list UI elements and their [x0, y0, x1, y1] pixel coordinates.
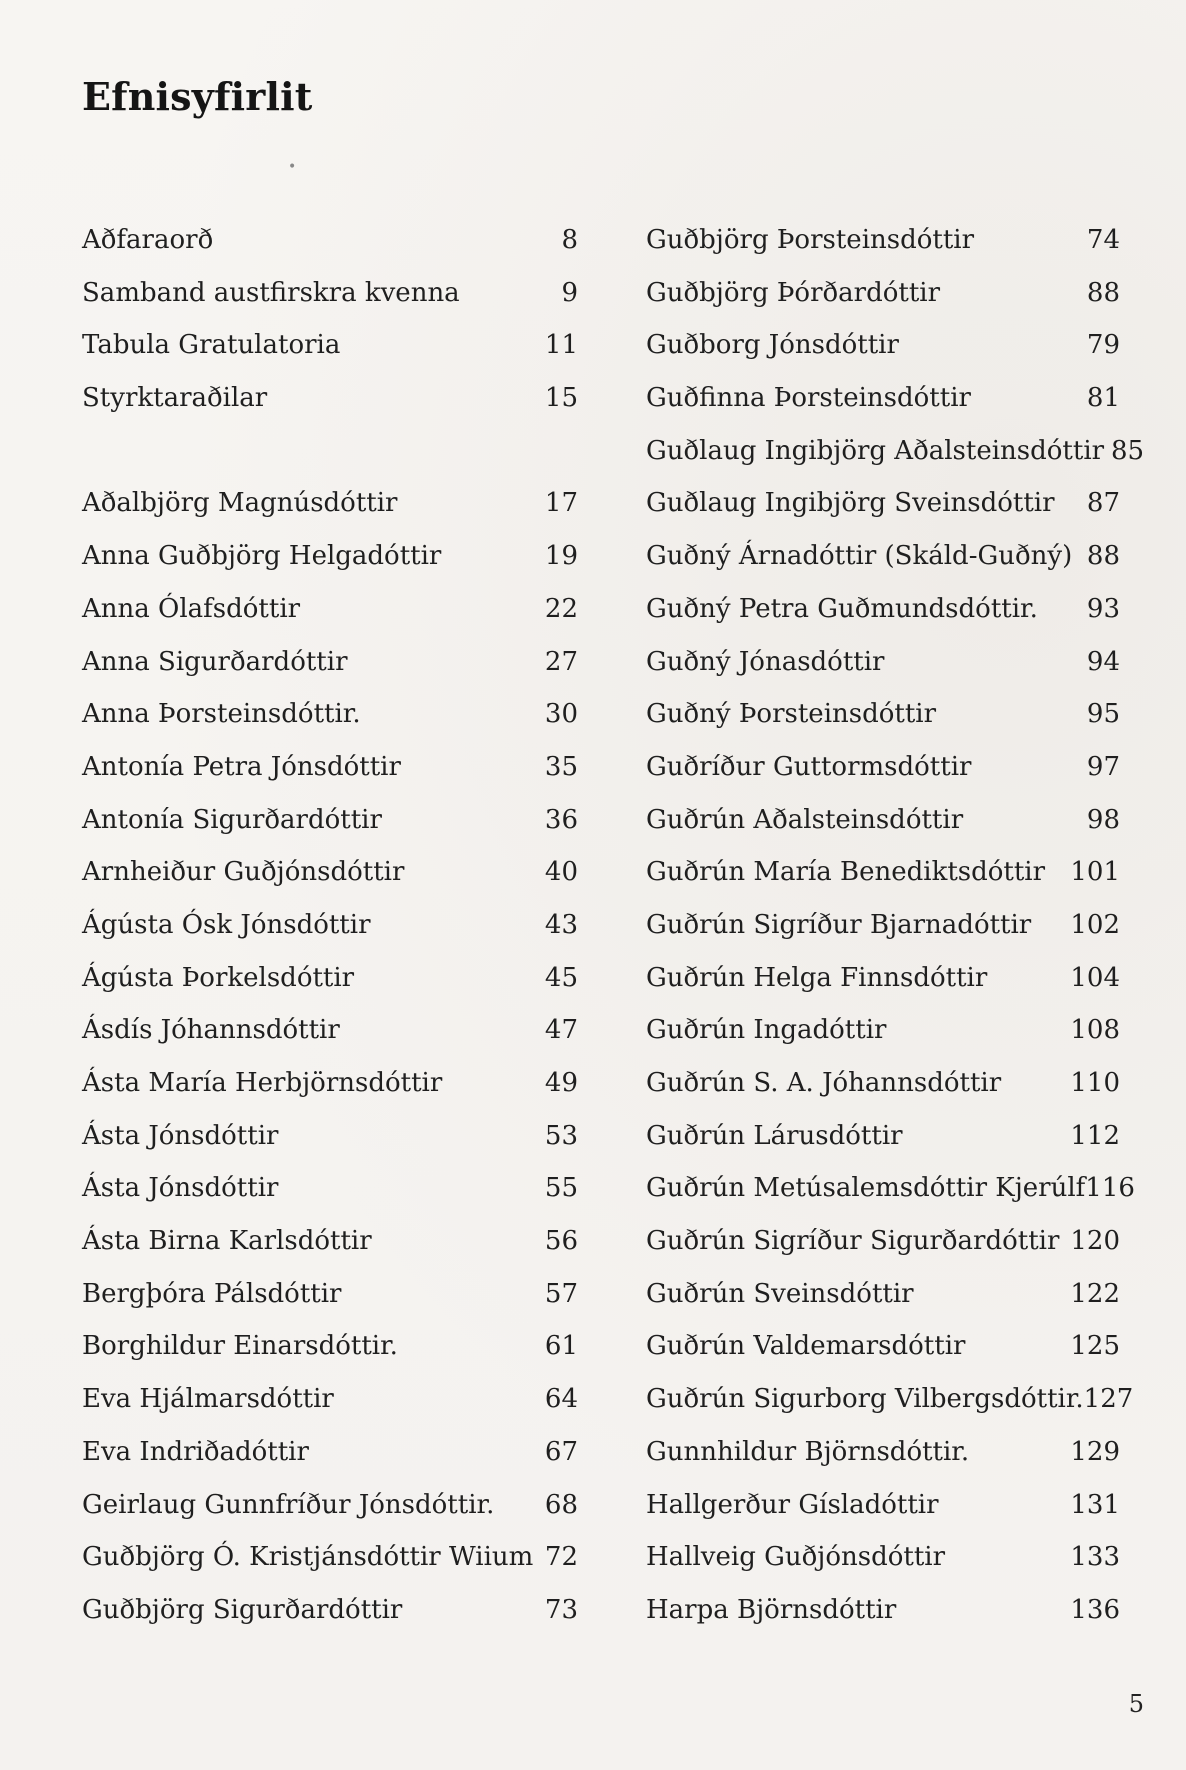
toc-entry[interactable] — [82, 1268, 578, 1321]
entry-page: 98 — [1086, 804, 1120, 835]
entry-name: Guðný Petra Guðmundsdóttir. — [646, 593, 1038, 624]
toc-right-column — [646, 214, 1145, 1637]
entry-name: Guðbjörg Sigurðardóttir — [82, 1594, 403, 1625]
entry-page: 56 — [544, 1226, 578, 1257]
toc-entry[interactable] — [82, 1373, 578, 1426]
toc-entry[interactable] — [82, 899, 578, 952]
toc-entry[interactable] — [646, 1584, 1120, 1637]
toc-entry[interactable] — [646, 1215, 1120, 1268]
toc-entry[interactable] — [646, 741, 1120, 794]
entry-page: 133 — [1070, 1542, 1120, 1573]
entry-name: Ásta Jónsdóttir — [82, 1120, 279, 1151]
entry-name: Guðrún Sigurborg Vilbergsdóttir. — [646, 1384, 1084, 1415]
entry-page: 68 — [544, 1489, 578, 1520]
toc-entry[interactable] — [646, 899, 1120, 952]
entry-name: Guðlaug Ingibjörg Aðalsteinsdóttir — [646, 435, 1105, 466]
entry-name: Guðrún Lárusdóttir — [646, 1120, 903, 1151]
ink-speck: • — [288, 159, 297, 175]
entry-page: 125 — [1070, 1331, 1120, 1362]
toc-entry[interactable] — [646, 267, 1120, 320]
toc-entry[interactable] — [646, 214, 1120, 267]
entry-page: 101 — [1070, 857, 1120, 888]
toc-entry[interactable] — [82, 319, 578, 372]
entry-page: 88 — [1086, 541, 1120, 572]
entry-name: Guðrún Helga Finnsdóttir — [646, 962, 988, 993]
toc-entry[interactable] — [82, 1320, 578, 1373]
entry-page: 43 — [544, 909, 578, 940]
toc-entry[interactable] — [82, 846, 578, 899]
toc-entry[interactable] — [646, 952, 1120, 1005]
entry-name: Aðalbjörg Magnúsdóttir — [82, 488, 398, 519]
entry-page: 127 — [1083, 1384, 1134, 1415]
entry-page: 116 — [1085, 1173, 1135, 1204]
entry-name: Guðborg Jónsdóttir — [646, 330, 899, 361]
toc-entry[interactable] — [82, 636, 578, 689]
entry-name: Guðrún Sveinsdóttir — [646, 1278, 914, 1309]
entry-name: Anna Guðbjörg Helgadóttir — [82, 541, 442, 572]
entry-page: 94 — [1086, 646, 1120, 677]
toc-entry[interactable] — [646, 846, 1120, 899]
toc-entry[interactable] — [82, 688, 578, 741]
entry-name: Arnheiður Guðjónsdóttir — [82, 857, 405, 888]
entry-page: 74 — [1086, 225, 1120, 255]
page-number: 5 — [1128, 1690, 1144, 1718]
entry-page: 73 — [544, 1594, 578, 1625]
entry-name: Styrktaraðilar — [82, 383, 268, 414]
entry-page: 104 — [1070, 962, 1120, 993]
entry-page: 102 — [1070, 909, 1120, 940]
entry-name: Guðlaug Ingibjörg Sveinsdóttir — [646, 488, 1055, 519]
toc-entry[interactable] — [646, 1162, 1135, 1215]
toc-entry[interactable] — [646, 1426, 1120, 1479]
entry-page: 112 — [1070, 1120, 1120, 1151]
toc-entry[interactable] — [82, 1004, 578, 1057]
entry-name: Ásdís Jóhannsdóttir — [82, 1015, 340, 1046]
entry-page: 97 — [1086, 751, 1120, 782]
entry-name: Anna Sigurðardóttir — [82, 646, 348, 677]
entry-page: 55 — [544, 1173, 578, 1204]
toc-entry[interactable] — [82, 530, 578, 583]
entry-name: Eva Hjálmarsdóttir — [82, 1384, 334, 1415]
entry-name: Guðný Jónasdóttir — [646, 646, 885, 677]
toc-entry[interactable] — [646, 319, 1120, 372]
entry-name: Guðríður Guttormsdóttir — [646, 751, 972, 782]
entry-name: Bergþóra Pálsdóttir — [82, 1278, 342, 1309]
entry-name: Guðný Árnadóttir (Skáld-Guðný) — [646, 541, 1073, 572]
entry-page: 19 — [544, 541, 578, 572]
toc-entry[interactable] — [646, 688, 1120, 741]
toc-entry[interactable] — [82, 372, 578, 425]
toc-entry[interactable] — [646, 1057, 1120, 1110]
entry-name: Geirlaug Gunnfríður Jónsdóttir. — [82, 1489, 495, 1520]
entry-page: 17 — [544, 488, 578, 519]
entry-name: Guðbjörg Ó. Kristjánsdóttir Wiium — [82, 1542, 534, 1573]
entry-name: Guðbjörg Þorsteinsdóttir — [646, 225, 975, 255]
entry-page: 45 — [544, 962, 578, 993]
entry-page: 95 — [1086, 699, 1120, 730]
entry-name: Borghildur Einarsdóttir. — [82, 1331, 398, 1362]
entry-page: 57 — [544, 1278, 578, 1309]
entry-name: Ásta María Herbjörnsdóttir — [82, 1068, 443, 1098]
entry-page: 67 — [544, 1436, 578, 1467]
toc-entry[interactable] — [646, 1531, 1120, 1584]
entry-page: 36 — [544, 804, 578, 835]
entry-page: 22 — [544, 593, 578, 624]
entry-page: 35 — [544, 751, 578, 782]
entry-page: 47 — [544, 1015, 578, 1046]
entry-name: Hallgerður Gísladóttir — [646, 1489, 939, 1520]
toc-entry[interactable] — [82, 952, 578, 1005]
toc-entry[interactable] — [646, 1268, 1120, 1321]
entry-name: Guðný Þorsteinsdóttir — [646, 699, 937, 730]
toc-entry[interactable] — [82, 1162, 578, 1215]
page-title: Efnisyfirlit — [82, 74, 313, 119]
entry-name: Harpa Björnsdóttir — [646, 1594, 897, 1625]
entry-page: 87 — [1086, 488, 1120, 519]
entry-page: 72 — [544, 1542, 578, 1573]
toc-entry[interactable] — [82, 583, 578, 636]
toc-entry[interactable] — [646, 1110, 1120, 1163]
toc-entry[interactable] — [82, 1057, 578, 1110]
entry-page: 131 — [1070, 1489, 1120, 1520]
entry-page: 40 — [544, 857, 578, 888]
toc-entry[interactable] — [646, 794, 1120, 847]
toc-entry[interactable] — [82, 1584, 578, 1637]
entry-page: 53 — [544, 1120, 578, 1151]
toc-entry[interactable] — [646, 583, 1120, 636]
entry-name: Ágústa Ósk Jónsdóttir — [82, 909, 371, 940]
toc-entry[interactable] — [646, 530, 1120, 583]
entry-page: 15 — [544, 383, 578, 414]
toc-entry[interactable] — [646, 636, 1120, 689]
toc-entry[interactable] — [82, 214, 578, 267]
section-gap — [82, 425, 578, 478]
entry-name: Anna Ólafsdóttir — [82, 593, 301, 624]
toc-entry[interactable] — [82, 477, 578, 530]
entry-name: Guðfinna Þorsteinsdóttir — [646, 383, 971, 414]
entry-name: Guðrún María Benediktsdóttir — [646, 857, 1046, 888]
toc-entry[interactable] — [646, 477, 1120, 530]
toc-entry[interactable] — [82, 1215, 578, 1268]
entry-name: Ásta Birna Karlsdóttir — [82, 1226, 372, 1257]
entry-page: 11 — [544, 330, 578, 361]
entry-page: 9 — [561, 277, 578, 308]
toc-left-column — [82, 214, 578, 1637]
entry-page: 136 — [1070, 1594, 1120, 1625]
entry-page: 64 — [544, 1384, 578, 1415]
entry-name: Eva Indriðadóttir — [82, 1436, 309, 1467]
entry-page: 110 — [1070, 1068, 1120, 1098]
toc-entry[interactable] — [82, 1426, 578, 1479]
entry-name: Aðfaraorð — [82, 225, 214, 255]
entry-page: 81 — [1086, 383, 1120, 414]
toc-entry[interactable] — [646, 372, 1120, 425]
toc-entry[interactable] — [646, 1373, 1134, 1426]
entry-page: 122 — [1070, 1278, 1120, 1309]
entry-name: Guðrún S. A. Jóhannsdóttir — [646, 1068, 1002, 1098]
entry-page: 30 — [544, 699, 578, 730]
toc-entry[interactable] — [82, 1110, 578, 1163]
entry-page: 129 — [1070, 1436, 1120, 1467]
entry-name: Guðrún Sigríður Bjarnadóttir — [646, 909, 1032, 940]
entry-name: Tabula Gratulatoria — [82, 330, 341, 361]
entry-name: Guðrún Metúsalemsdóttir Kjerúlf — [646, 1173, 1086, 1204]
toc-entry[interactable] — [82, 794, 578, 847]
entry-page: 85 — [1110, 435, 1145, 466]
toc-entry[interactable] — [82, 267, 578, 320]
entry-name: Ásta Jónsdóttir — [82, 1173, 279, 1204]
entry-name: Ágústa Þorkelsdóttir — [82, 962, 355, 993]
toc-entry[interactable] — [82, 1531, 578, 1584]
toc-entry[interactable] — [646, 1004, 1120, 1057]
entry-name: Anna Þorsteinsdóttir. — [82, 699, 361, 730]
entry-page: 79 — [1086, 330, 1120, 361]
entry-name: Hallveig Guðjónsdóttir — [646, 1542, 946, 1573]
entry-name: Antonía Sigurðardóttir — [82, 804, 382, 835]
entry-name: Guðrún Aðalsteinsdóttir — [646, 804, 964, 835]
toc-entry[interactable] — [646, 425, 1145, 478]
entry-page: 61 — [544, 1331, 578, 1362]
entry-name: Guðbjörg Þórðardóttir — [646, 277, 941, 308]
entry-name: Guðrún Sigríður Sigurðardóttir — [646, 1226, 1060, 1257]
entry-page: 49 — [544, 1068, 578, 1098]
entry-page: 8 — [561, 225, 578, 255]
toc-entry[interactable] — [646, 1320, 1120, 1373]
entry-name: Gunnhildur Björnsdóttir. — [646, 1436, 970, 1467]
entry-page: 93 — [1086, 593, 1120, 624]
entry-page: 88 — [1086, 277, 1120, 308]
toc-entry[interactable] — [82, 741, 578, 794]
entry-name: Samband austfirskra kvenna — [82, 277, 460, 308]
entry-page: 27 — [544, 646, 578, 677]
entry-name: Antonía Petra Jónsdóttir — [82, 751, 401, 782]
entry-page: 108 — [1070, 1015, 1120, 1046]
entry-name: Guðrún Ingadóttir — [646, 1015, 887, 1046]
toc-entry[interactable] — [82, 1479, 578, 1532]
toc-entry[interactable] — [646, 1479, 1120, 1532]
entry-name: Guðrún Valdemarsdóttir — [646, 1331, 966, 1362]
entry-page: 120 — [1070, 1226, 1120, 1257]
